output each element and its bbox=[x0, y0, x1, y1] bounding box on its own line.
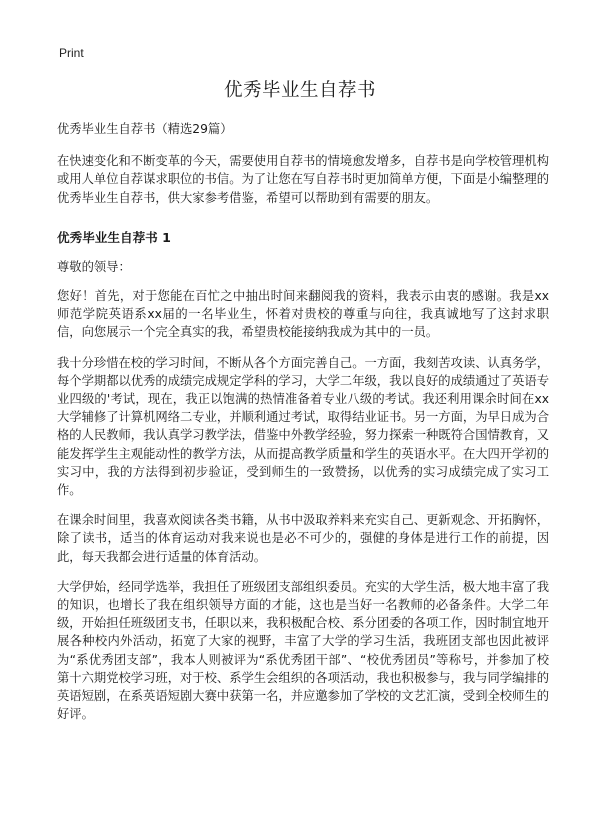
intro-paragraph: 在快速变化和不断变革的今天，需要使用自荐书的情境愈发增多，自荐书是向学校管理机构或用人单位自荐谋求职位的书信。为了让您在写自荐书时更加简单方便，下面是小编整理的优秀毕业生自荐书，供大家参考借鉴，希望可以帮助到有需要的朋友。 bbox=[57, 154, 549, 205]
body-paragraph: 大学伊始，经同学选举，我担任了班级团支部组织委员。充实的大学生活，极大地丰富了我的知识，也增长了我在组织领导方面的才能，这也是当好一名教师的必备条件。大学二年级，开始担任班级团支书，任职以来，我积极配合校、系分团委的各项工作，因时制宜地开展各种校内外活动，拓宽了大家的视野，丰富了大学的学习生活，我班团支部也因此被评为“系优秀团支部”，我本人则被评为“系优秀团干部”、“校优秀团员”等称号，并参加了校第十六期党校学习班，对于校、系学生会组织的各项活动，我也积极参与，我与同学编排的英语短剧，在系英语短剧大赛中获第一名，并应邀参加了学校的文艺汇演，受到全校师生的好评。 bbox=[57, 579, 549, 722]
article-body bbox=[57, 120, 549, 735]
body-paragraph: 您好！首先，对于您能在百忙之中抽出时间来翻阅我的资料，我表示由衷的感谢。我是xx师范学院英语系xx届的一名毕业生，怀着对贵校的尊重与向往，我真诚地写了这封求职信，向您展示一个完全真实的我，希望贵校能接纳我成为其中的一员。 bbox=[57, 289, 549, 340]
salutation: 尊敬的领导： bbox=[57, 259, 131, 274]
print-link[interactable]: Print bbox=[59, 46, 84, 60]
body-paragraph: 我十分珍惜在校的学习时间，不断从各个方面完善自己。一方面，我刻苦攻读、认真务学，每个学期都以优秀的成绩完成规定学科的学习，大学二年级，我以良好的成绩通过了英语专业四级的'考试，现在，我正以饱满的热情准备着专业八级的考试。我还利用课余时间在xx大学辅修了计算机网络二专业，并顺利通过考试，取得结业证书。另一方面，为早日成为合格的人民教师，我认真学习教学法，借鉴中外教学经验，努力探索一种既符合国情教育，又能发挥学生主观能动性的教学方法，从而提高教学质量和学生的英语水平。在大四开学初的实习中，我的方法得到初步验证，受到师生的一致赞扬，以优秀的实习成绩完成了实习工作。 bbox=[57, 355, 549, 498]
body-paragraph: 在课余时间里，我喜欢阅读各类书籍，从书中汲取养料来充实自己、更新观念、开拓胸怀，除了读书，适当的体育运动对我来说也是必不可少的，强健的身体是进行工作的前提，因此，每天我都会进行适量的体育活动。 bbox=[57, 513, 549, 564]
section-heading: 优秀毕业生自荐书 1 bbox=[57, 229, 171, 245]
article-subtitle: 优秀毕业生自荐书（精选29篇） bbox=[57, 122, 233, 136]
page-title: 优秀毕业生自荐书 bbox=[223, 80, 376, 101]
